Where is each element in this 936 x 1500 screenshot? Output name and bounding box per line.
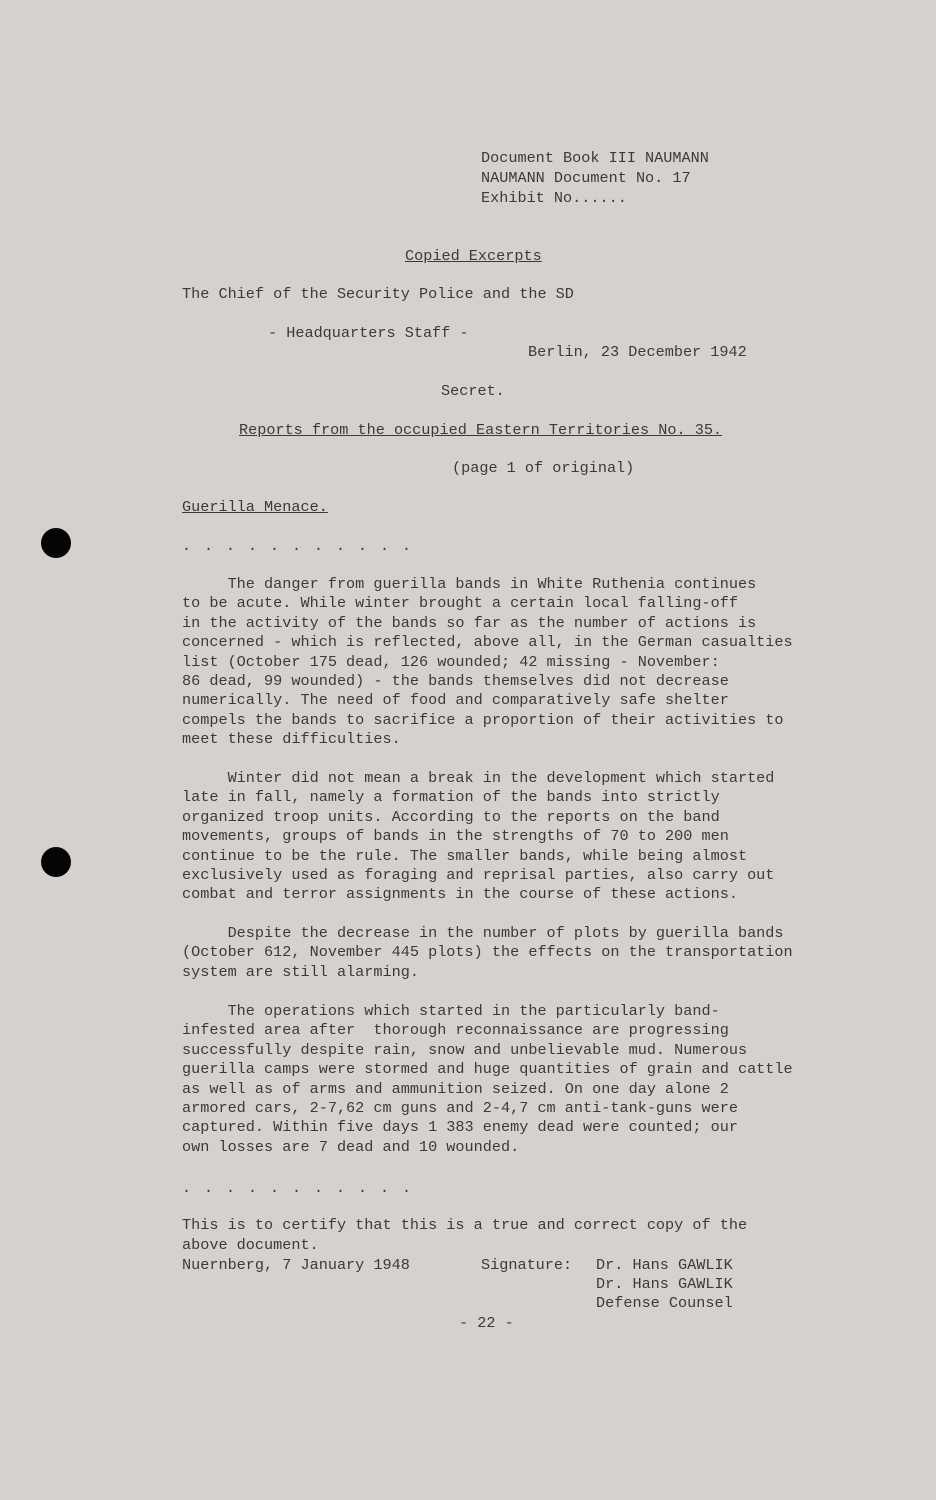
header-line-2: NAUMANN Document No. 17 — [481, 169, 691, 187]
paragraph-line: meet these difficulties. — [182, 730, 401, 749]
paragraph-4 — [182, 1002, 842, 1157]
paragraph-line: organized troop units. According to the reports on the band — [182, 807, 720, 826]
certification-line-1: This is to certify that this is a true and correct copy of the — [182, 1216, 748, 1234]
paragraph-line: list (October 175 dead, 126 wounded; 42 missing - November: — [182, 652, 720, 671]
page-reference: (page 1 of original) — [452, 459, 635, 477]
paragraph-line: own losses are 7 dead and 10 wounded. — [182, 1137, 520, 1156]
document-title: Copied Excerpts — [405, 247, 542, 265]
paragraph-line: compels the bands to sacrifice a proportion of their activities to — [182, 710, 784, 729]
paragraph-line: Despite the decrease in the number of plots by guerilla bands — [182, 924, 784, 942]
paragraph-2 — [182, 769, 842, 905]
paragraph-line: infested area after thorough reconnaissance are progressing — [182, 1021, 729, 1040]
paragraph-line: Winter did not mean a break in the development which started — [182, 769, 775, 787]
paragraph-line: movements, groups of bands in the strengths of 70 to 200 men — [182, 827, 729, 846]
paragraph-line: armored cars, 2-7,62 cm guns and 2-4,7 cm anti-tank-guns were — [182, 1099, 738, 1118]
ellipsis-bottom: . . . . . . . . . . . — [182, 1180, 414, 1197]
paragraph-line: to be acute. While winter brought a certain local falling-off — [182, 594, 738, 613]
paragraph-line: combat and terror assignments in the course of these actions. — [182, 885, 738, 904]
place-date: Berlin, 23 December 1942 — [528, 343, 747, 361]
paragraph-line: in the activity of the bands so far as the number of actions is — [182, 613, 757, 632]
paragraph-line: 86 dead, 99 wounded) - the bands themselves did not decrease — [182, 672, 729, 691]
paragraph-line: numerically. The need of food and comparatively safe shelter — [182, 691, 729, 710]
page-number: - 22 - — [459, 1314, 514, 1332]
classification: Secret. — [441, 382, 505, 400]
punch-hole-top — [41, 528, 71, 558]
certification-place-date: Nuernberg, 7 January 1948 — [182, 1256, 410, 1274]
paragraph-line: guerilla camps were stormed and huge quantities of grain and cattle — [182, 1060, 793, 1079]
paragraph-line: (October 612, November 445 plots) the effects on the transportation — [182, 943, 793, 962]
paragraph-1 — [182, 575, 842, 750]
paragraph-line: system are still alarming. — [182, 962, 419, 981]
header-line-3: Exhibit No...... — [481, 189, 627, 207]
header-line-1: Document Book III NAUMANN — [481, 149, 709, 167]
paragraph-line: successfully despite rain, snow and unbelievable mud. Numerous — [182, 1040, 748, 1059]
signature-name: Dr. Hans GAWLIK — [596, 1256, 733, 1274]
paragraph-line: concerned - which is reflected, above all, in the German casualties — [182, 633, 793, 652]
organization: The Chief of the Security Police and the SD — [182, 285, 574, 303]
report-title: Reports from the occupied Eastern Territories No. 35. — [239, 421, 723, 439]
paragraph-line: continue to be the rule. The smaller bands, while being almost — [182, 846, 748, 865]
section-heading: Guerilla Menace. — [182, 498, 328, 516]
punch-hole-bottom — [41, 847, 71, 877]
ellipsis-top: . . . . . . . . . . . — [182, 538, 414, 555]
paragraph-line: The operations which started in the particularly band- — [182, 1002, 720, 1020]
paragraph-line: exclusively used as foraging and reprisal parties, also carry out — [182, 866, 775, 885]
staff-line: - Headquarters Staff - — [268, 324, 469, 342]
paragraph-3 — [182, 924, 842, 982]
paragraph-line: The danger from guerilla bands in White Ruthenia continues — [182, 575, 757, 593]
certification-line-2: above document. — [182, 1236, 319, 1254]
paragraph-line: as well as of arms and ammunition seized. On one day alone 2 — [182, 1079, 729, 1098]
signature-handwritten: Dr. Hans GAWLIK — [596, 1275, 733, 1293]
signature-label: Signature: — [481, 1256, 573, 1274]
signer-role: Defense Counsel — [596, 1294, 733, 1312]
paragraph-line: late in fall, namely a formation of the bands into strictly — [182, 788, 720, 807]
paragraph-line: captured. Within five days 1 383 enemy dead were counted; our — [182, 1118, 738, 1137]
